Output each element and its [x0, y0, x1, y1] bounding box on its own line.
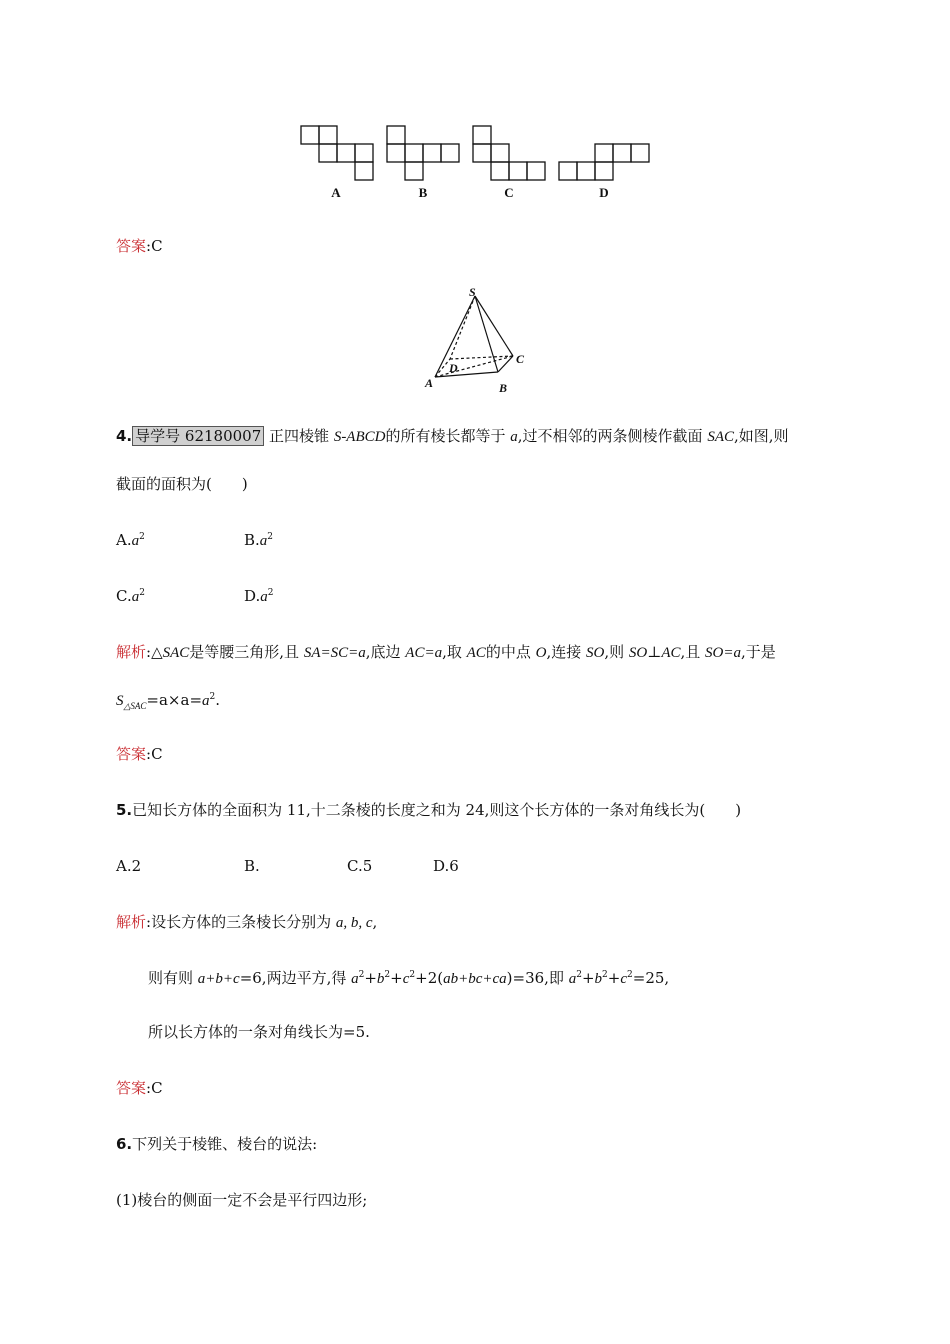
q4-analysis-line2: $S_{\triangle SAC}=a\times a=a^2$. — [116, 691, 221, 711]
answer-label: 答案 — [116, 1079, 147, 1097]
q5-analysis-line1: 解析:设长方体的三条棱长分别为 a, b, c, — [116, 913, 378, 931]
q5-option-d: D.6 — [433, 857, 459, 875]
guide-tag[interactable]: 导学号 62180007 — [132, 426, 264, 446]
q5-option-c: C.5 — [347, 857, 373, 875]
net-label-d: D — [599, 185, 609, 200]
pyramid-figure — [420, 284, 540, 396]
net-c — [473, 126, 545, 180]
net-label-a: A — [331, 185, 341, 200]
q4-option-c: $C.a^2$ — [116, 587, 145, 605]
net-label-b: B — [418, 185, 428, 200]
vertex-label-a: A — [425, 376, 434, 390]
net-label-c: C — [504, 185, 514, 200]
answer-value: :C — [146, 1079, 163, 1097]
q5-option-a: A.2 — [116, 857, 142, 875]
answer-value: :C — [146, 745, 163, 763]
q3-answer — [116, 236, 163, 256]
q4-option-b: $B.a^2$ — [244, 531, 274, 549]
answer-value: :C — [146, 237, 163, 255]
q4-stem-line1: 4. 导学号 62180007 正四棱锥 S-ABCD的所有棱长都等于 a,过不相邻的两条侧棱作截面 SAC,如图,则 — [116, 427, 789, 445]
vertex-label-b: B — [499, 381, 508, 395]
net-a — [301, 126, 373, 180]
q6-item-1: (1)棱台的侧面一定不会是平行四边形; — [116, 1191, 368, 1209]
q4-option-a: $A.a^2$ — [116, 531, 145, 549]
answer-label: 答案 — [116, 237, 147, 255]
q4-analysis-line1: 解析:△SAC是等腰三角形,且 SA=SC=a,底边 AC=a,取 AC的中点 O,连接 SO,则 SO⊥AC,且 SO=a,于是 — [116, 643, 776, 661]
q5-analysis-line2: 则有则 a+b+c=6,两边平方,得 $a^2+b^2+c^2+2(ab+bc+ca)=36$,即 $a^2+b^2+c^2=25$, — [148, 969, 670, 987]
q4-stem-line2: 截面的面积为( ) — [116, 475, 248, 493]
vertex-label-s: S — [469, 285, 476, 299]
q5-stem: 5.已知长方体的全面积为 11,十二条棱的长度之和为 24,则这个长方体的一条对角线长为( ) — [116, 801, 742, 819]
analysis-label: 解析 — [116, 913, 147, 931]
q6-stem: 6.下列关于棱锥、棱台的说法: — [116, 1135, 318, 1153]
cube-nets-figure — [290, 118, 660, 203]
question-number: 4. — [116, 427, 133, 445]
answer-label: 答案 — [116, 745, 147, 763]
question-number: 6. — [116, 1135, 133, 1153]
net-b — [387, 126, 459, 180]
q5-analysis-line3: 所以长方体的一条对角线长为=5. — [148, 1023, 370, 1041]
q4-answer — [116, 744, 163, 764]
q5-answer — [116, 1078, 163, 1098]
question-number: 5. — [116, 801, 133, 819]
q4-option-d: $D.a^2$ — [244, 587, 274, 605]
q5-option-b: B. — [244, 857, 260, 875]
net-d — [559, 144, 649, 180]
analysis-label: 解析 — [116, 643, 147, 661]
vertex-label-d: D — [449, 361, 458, 375]
vertex-label-c: C — [516, 352, 525, 366]
